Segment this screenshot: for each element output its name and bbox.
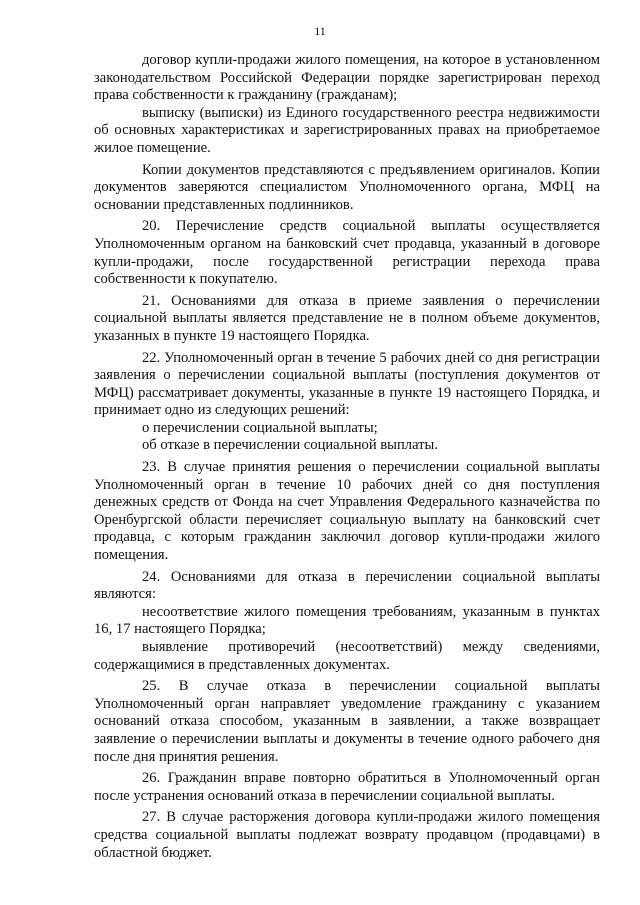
paragraph-24-mismatch: несоответствие жилого помещения требованиям, указанным в пунктах 16, 17 настоящего Порядка; [94, 603, 600, 638]
paragraph-24-contradictions: выявление противоречий (несоответствий) между сведениями, содержащимися в представленных документах. [94, 639, 600, 673]
paragraph-22-option-transfer: о перечислении социальной выплаты; [142, 419, 378, 436]
paragraph-22-option-refusal: об отказе в перечислении социальной выплаты. [142, 437, 439, 454]
page-number: 11 [314, 24, 326, 38]
paragraph-22: 22. Уполномоченный орган в течение 5 рабочих дней со дня регистрации заявления о перечислении социальной выплаты (поступления документов от МФЦ) рассматривает документы, указанные в пункте 19 настоящего Порядка, и принимает одно из следующих решений: [94, 349, 600, 419]
paragraph-25: 25. В случае отказа в перечислении социальной выплаты Уполномоченный орган направляет уведомление гражданину с указанием оснований отказа способом, указанным в заявлении, а также возвращает заявление о перечислении выплаты и документы в течение одного рабочего дня после дня принятия решения. [94, 678, 600, 765]
document-body [94, 52, 600, 862]
paragraph-26: 26. Гражданин вправе повторно обратиться в Уполномоченный орган после устранения оснований отказа в перечислении социальной выплаты. [94, 770, 600, 804]
paragraph-24: 24. Основаниями для отказа в перечислении социальной выплаты являются: [94, 568, 600, 603]
paragraph-27: 27. В случае расторжения договора купли-продажи жилого помещения средства социальной выплаты подлежат возврату продавцом (продавцами) в областной бюджет. [94, 809, 600, 861]
paragraph-contract: договор купли-продажи жилого помещения, на которое в установленном законодательством Российской Федерации порядке зарегистрирован переход права собственности к гражданину (гражданам); [94, 52, 600, 104]
paragraph-copies: Копии документов представляются с предъявлением оригиналов. Копии документов заверяются специалистом Уполномоченного органа, МФЦ на основании представленных подлинников. [94, 161, 600, 213]
paragraph-registry-extract: выписку (выписки) из Единого государственного реестра недвижимости об основных характеристиках и зарегистрированных правах на приобретаемое жилое помещение. [94, 104, 600, 156]
paragraph-23: 23. В случае принятия решения о перечислении социальной выплаты Уполномоченный орган в течение 10 рабочих дней со дня поступления денежных средств от Фонда на счет Управления Федерального казначейства по Оренбургской области перечисляет социальную выплату на банковский счет продавца, с которым гражданин заключил договор купли-продажи жилого помещения. [94, 459, 600, 564]
paragraph-21: 21. Основаниями для отказа в приеме заявления о перечислении социальной выплаты является представление не в полном объеме документов, указанных в пункте 19 настоящего Порядка. [94, 292, 600, 344]
paragraph-20: 20. Перечисление средств социальной выплаты осуществляется Уполномоченным органом на банковский счет продавца, указанный в договоре купли-продажи, после государственной регистрации перехода права собственности к покупателю. [94, 218, 600, 288]
